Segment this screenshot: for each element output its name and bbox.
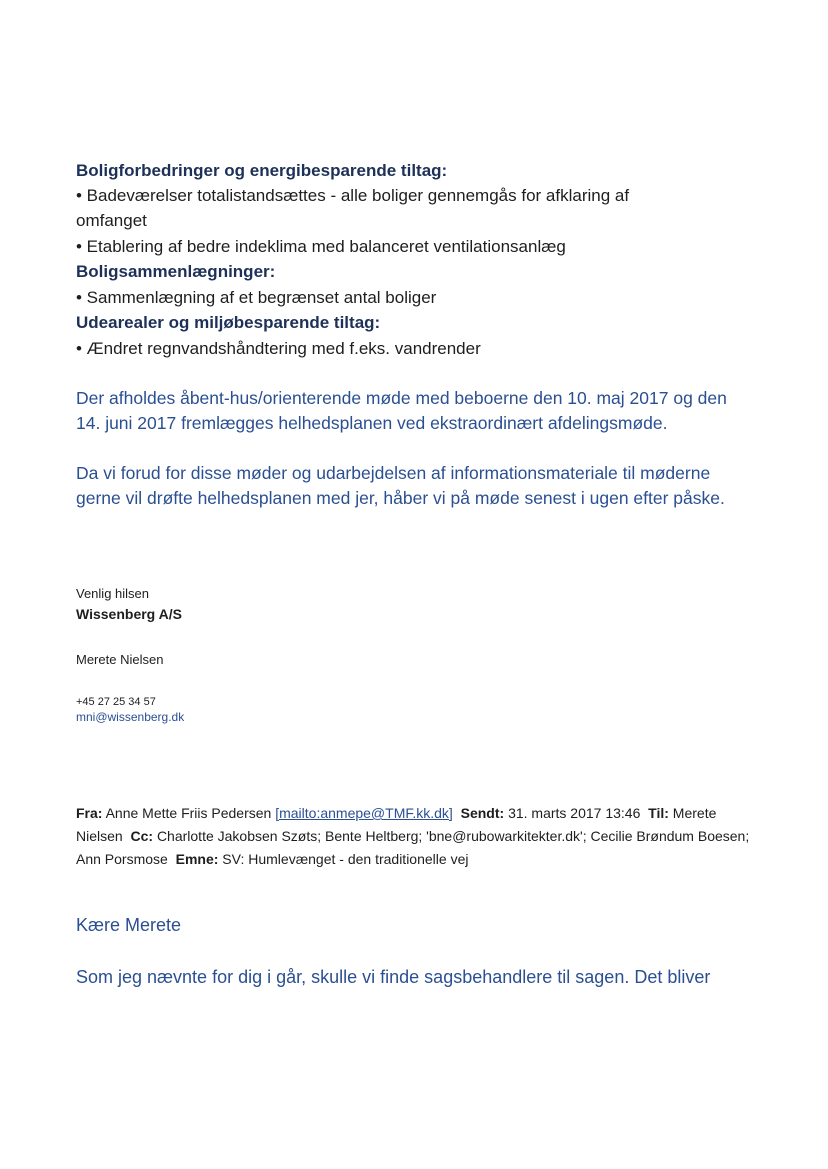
bullet-item: • Sammenlægning af et begrænset antal boliger [76,288,437,307]
cc-value: Charlotte Jakobsen Szøts; Bente Heltberg; 'bne@rubowarkitekter.dk'; Cecilie Brøndum Boesen; Ann Porsmose [76,828,750,867]
sent-value: 31. marts 2017 13:46 [508,805,641,821]
signature-phone: +45 27 25 34 57 [76,696,156,708]
from-mailto-link[interactable]: [mailto:anmepe@TMF.kk.dk] [275,805,453,821]
from-value: Anne Mette Friis Pedersen [105,805,272,821]
from-label: Fra: [76,805,103,821]
subject-value: SV: Humlevænget - den traditionelle vej [222,851,469,867]
signature-company: Wissenberg A/S [76,606,182,622]
bullet-item: • Ændret regnvandshåndtering med f.eks. vandrender [76,339,481,358]
section-heading-improvements: Boligforbedringer og energibesparende tiltag: [76,161,448,180]
email-header-block [76,802,756,871]
to-label: Til: [648,805,669,821]
bullet-item-continuation: omfanget [76,211,147,230]
bullet-item: • Badeværelser totalistandsættes - alle boliger gennemgås for afklaring af [76,186,630,205]
bullet-item: • Etablering af bedre indeklima med balanceret ventilationsanlæg [76,237,566,256]
signature-email-link[interactable]: mni@wissenberg.dk [76,710,185,724]
signature-name: Merete Nielsen [76,652,164,667]
reply-greeting: Kære Merete [76,915,182,935]
request-paragraph: Da vi forud for disse møder og udarbejdelsen af informationsmateriale til møderne gerne vil drøfte helhedsplanen med jer, håber vi på møde senest i ugen efter påske. [76,463,725,508]
sent-label: Sendt: [460,805,505,821]
reply-body: Som jeg nævnte for dig i går, skulle vi finde sagsbehandlere til sagen. Det bliver [76,967,711,987]
section-heading-mergers: Boligsammenlægninger: [76,262,276,281]
cc-label: Cc: [130,828,154,844]
to-value: Merete Nielsen [76,805,717,844]
subject-label: Emne: [175,851,219,867]
meeting-paragraph: Der afholdes åbent-hus/orienterende møde med beboerne den 10. maj 2017 og den 14. juni 2017 fremlægges helhedsplanen ved ekstraordinært afdelingsmøde. [76,388,727,433]
signature-greeting: Venlig hilsen [76,586,149,601]
section-heading-outdoor: Udearealer og miljøbesparende tiltag: [76,313,381,332]
